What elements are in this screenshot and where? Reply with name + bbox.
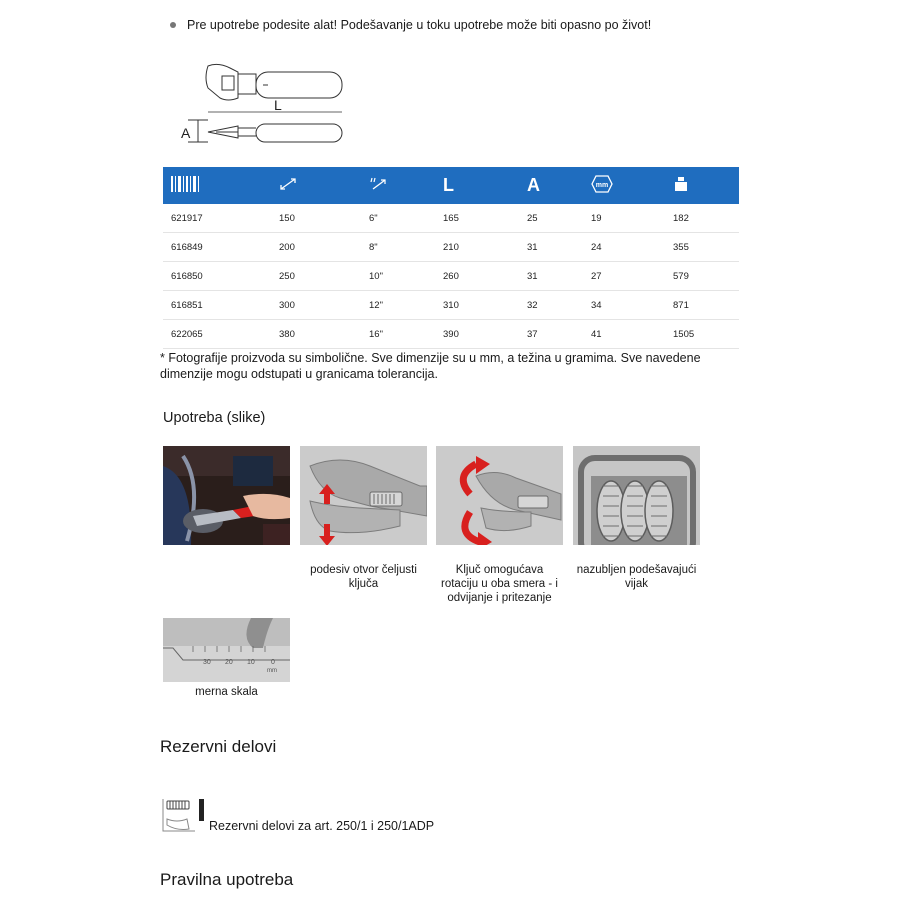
cell-jaw-opening: 25 (519, 204, 583, 233)
table-row (163, 204, 739, 233)
table-row (163, 291, 739, 320)
warning-bullet (170, 18, 651, 32)
weight-icon (673, 176, 689, 192)
table-row (163, 262, 739, 291)
spare-parts-text: Rezervni delovi za art. 250/1 i 250/1ADP (209, 819, 435, 833)
cell-article-number: 616851 (163, 291, 271, 320)
cell-length: 310 (435, 291, 519, 320)
scale-0: 0 (271, 659, 275, 666)
mm-hex-icon (591, 175, 613, 193)
cell-width: 380 (271, 320, 361, 349)
spec-table-body (163, 204, 739, 349)
scale-10: 10 (247, 659, 255, 666)
cell-length: 260 (435, 262, 519, 291)
cell-article-number: 622065 (163, 320, 271, 349)
header-length (435, 167, 519, 204)
cell-inch-size: 16" (361, 320, 435, 349)
caption-scale: merna skala (195, 686, 258, 698)
wrench-width-icon (279, 177, 297, 191)
cell-inch-size: 12" (361, 291, 435, 320)
bullet-dot-icon (170, 22, 176, 28)
caption-worm-screw: nazubljen podešavajući vijak (576, 564, 697, 590)
scale-image (163, 618, 290, 682)
header-width (271, 167, 361, 204)
header-weight (665, 167, 739, 204)
scale-20: 20 (225, 659, 233, 666)
cell-nut-size: 27 (583, 262, 665, 291)
caption-adjust-jaw: podesiv otvor čeljusti ključa (310, 564, 417, 590)
cell-weight: 355 (665, 233, 739, 262)
cell-width: 150 (271, 204, 361, 233)
cell-inch-size: 8" (361, 233, 435, 262)
cell-article-number: 616850 (163, 262, 271, 291)
length-icon: L (443, 175, 454, 195)
spare-part-icon (161, 797, 207, 833)
cell-nut-size: 24 (583, 233, 665, 262)
cell-nut-size: 41 (583, 320, 665, 349)
table-header-row (163, 167, 739, 204)
cell-inch-size: 10" (361, 262, 435, 291)
usage-heading: Upotreba (slike) (163, 410, 266, 426)
spec-table (163, 167, 739, 349)
jaw-icon: A (527, 175, 540, 195)
worm-screw-image (573, 446, 700, 545)
cell-nut-size: 19 (583, 204, 665, 233)
label-l: L (274, 97, 282, 113)
barcode-icon (171, 176, 201, 192)
cell-article-number: 616849 (163, 233, 271, 262)
cell-width: 300 (271, 291, 361, 320)
header-mm (583, 167, 665, 204)
adjust-jaw-image (300, 446, 427, 545)
table-row (163, 320, 739, 349)
cell-jaw-opening: 37 (519, 320, 583, 349)
spare-parts-heading: Rezervni delovi (160, 737, 277, 756)
proper-use-heading: Pravilna upotreba (160, 870, 294, 889)
dimension-note: * Fotografije proizvoda su simbolične. Sve dimenzije su u mm, a težina u gramima. Sve navedene dimenzije mogu odstupati u granicama tolerancija. (160, 351, 701, 381)
cell-weight: 579 (665, 262, 739, 291)
cell-nut-size: 34 (583, 291, 665, 320)
rotation-image (436, 446, 563, 545)
cell-weight: 182 (665, 204, 739, 233)
header-barcode (163, 167, 271, 204)
cell-inch-size: 6" (361, 204, 435, 233)
warning-text: Pre upotrebe podesite alat! Podešavanje u toku upotrebe može biti opasno po život! (187, 18, 652, 32)
cell-weight: 1505 (665, 320, 739, 349)
scale-30: 30 (203, 659, 211, 666)
cell-length: 210 (435, 233, 519, 262)
cell-weight: 871 (665, 291, 739, 320)
dimension-drawing (178, 58, 348, 158)
header-jaw (519, 167, 583, 204)
usage-photo (163, 446, 290, 545)
cell-length: 390 (435, 320, 519, 349)
scale-unit: mm (267, 668, 277, 674)
inch-size-icon (369, 177, 387, 191)
cell-jaw-opening: 31 (519, 262, 583, 291)
cell-width: 250 (271, 262, 361, 291)
cell-length: 165 (435, 204, 519, 233)
table-row (163, 233, 739, 262)
svg-text:mm: mm (595, 182, 609, 189)
cell-jaw-opening: 32 (519, 291, 583, 320)
header-inch (361, 167, 435, 204)
cell-jaw-opening: 31 (519, 233, 583, 262)
caption-rotation: Ključ omogućava rotaciju u oba smera - i odvijanje i pritezanje (441, 564, 558, 604)
cell-article-number: 621917 (163, 204, 271, 233)
label-a: A (181, 125, 191, 141)
cell-width: 200 (271, 233, 361, 262)
